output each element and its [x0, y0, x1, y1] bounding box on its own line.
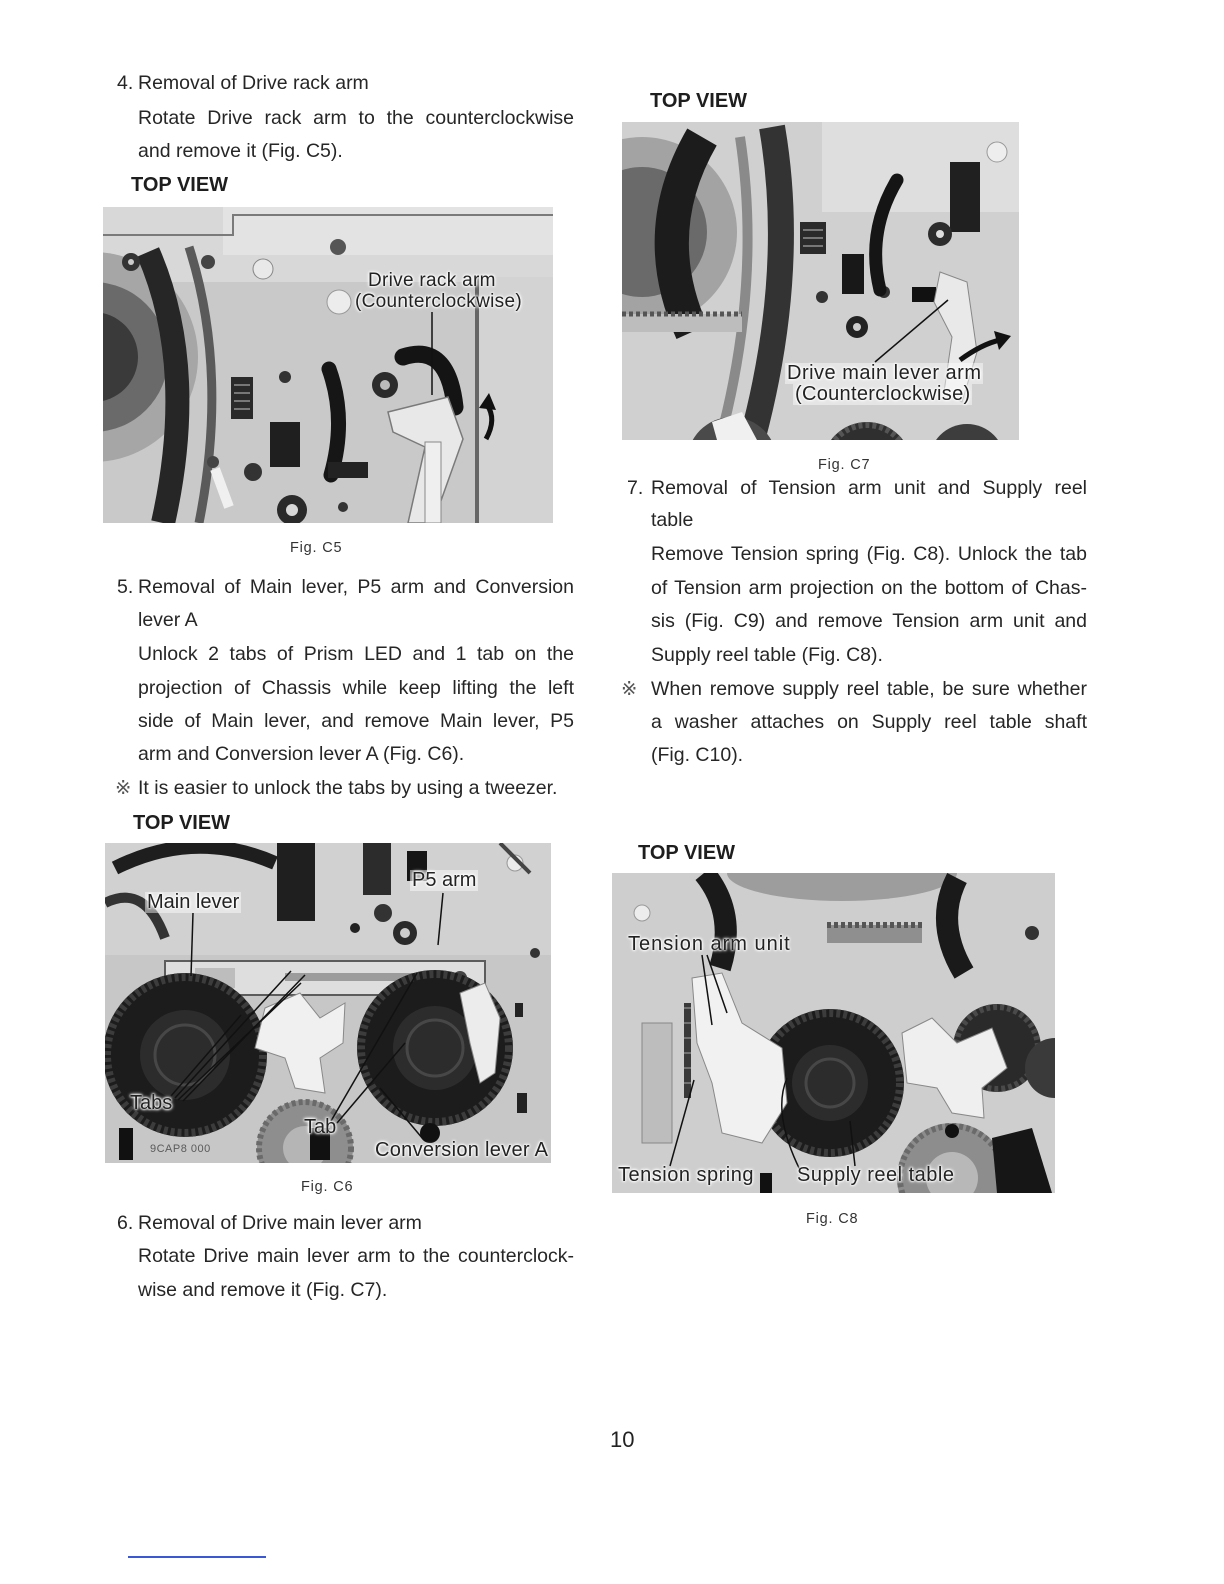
fig-c8-label-tension-arm-unit: Tension arm unit: [628, 933, 791, 955]
step-text-line: Rotate Drive rack arm to the counterclockwise: [138, 107, 574, 129]
fig-c8-label-tension-spring: Tension spring: [618, 1164, 754, 1186]
fig-c6-label-tabs: Tabs: [130, 1092, 173, 1114]
fig-c5-label-part: Drive rack arm: [368, 270, 496, 291]
view-heading: TOP VIEW: [133, 812, 231, 834]
fig-c5-label-direction: (Counterclockwise): [355, 291, 522, 312]
step-text-line: projection of Chassis while keep lifting the left: [138, 677, 574, 699]
step-text-line: wise and remove it (Fig. C7).: [138, 1279, 388, 1301]
step-text-line: Remove Tension spring (Fig. C8). Unlock the tab: [651, 543, 1087, 565]
fig-c6-label-conversion-lever: Conversion lever A: [375, 1139, 549, 1161]
photo-shapes: [103, 207, 553, 523]
step-title: Removal of Tension arm unit and Supply reel: [651, 477, 1087, 499]
photo-shapes: [612, 873, 1055, 1193]
note-text-line: a washer attaches on Supply reel table shaft: [651, 711, 1087, 733]
step-text-line: side of Main lever, and remove Main lever, P5: [138, 710, 574, 732]
fig-c8-photo: [612, 873, 1055, 1193]
note-mark: ※: [115, 777, 132, 799]
step-title: Removal of Main lever, P5 arm and Conversion: [138, 576, 574, 598]
fig-c6-label-main-lever: Main lever: [147, 891, 240, 913]
page-number: 10: [610, 1427, 635, 1452]
figure-caption: Fig. C6: [301, 1179, 354, 1195]
view-heading: TOP VIEW: [638, 842, 736, 864]
step-text-line: and remove it (Fig. C5).: [138, 140, 343, 162]
note-mark: ※: [621, 678, 638, 700]
step-text-line: arm and Conversion lever A (Fig. C6).: [138, 743, 465, 765]
step-title: Removal of Drive rack arm: [138, 72, 369, 94]
step-title: Removal of Drive main lever arm: [138, 1212, 422, 1234]
step-number: 7.: [627, 477, 644, 499]
note-text-line: (Fig. C10).: [651, 744, 744, 766]
footer-rule: [128, 1556, 266, 1558]
fig-c7-label-direction: (Counterclockwise): [795, 383, 971, 405]
view-heading: TOP VIEW: [131, 174, 229, 196]
fig-c6-label-tab: Tab: [304, 1116, 337, 1138]
fig-c5-photo-image: [103, 207, 553, 523]
fig-c7-label-part: Drive main lever arm: [787, 362, 982, 384]
view-heading: TOP VIEW: [650, 90, 748, 112]
step-title: lever A: [138, 609, 198, 631]
fig-c5-photo: [103, 207, 553, 523]
note-text-line: When remove supply reel table, be sure whether: [651, 678, 1087, 700]
step-text-line: of Tension arm projection on the bottom of Chas-: [651, 577, 1087, 599]
step-text-line: Rotate Drive main lever arm to the counterclock-: [138, 1245, 574, 1267]
fig-c8-photo-image: [612, 873, 1055, 1193]
step-text-line: sis (Fig. C9) and remove Tension arm unit and: [651, 610, 1087, 632]
note-text: It is easier to unlock the tabs by using a tweezer.: [138, 777, 558, 799]
chassis-marking: 9CAP8 000: [150, 1143, 211, 1155]
step-title: table: [651, 509, 694, 531]
step-number: 6.: [117, 1212, 134, 1234]
fig-c6-label-p5-arm: P5 arm: [412, 869, 477, 891]
step-number: 4.: [117, 72, 134, 94]
figure-caption: Fig. C8: [806, 1211, 859, 1227]
step-number: 5.: [117, 576, 134, 598]
step-text-line: Unlock 2 tabs of Prism LED and 1 tab on the: [138, 643, 574, 665]
fig-c8-label-supply-reel-table: Supply reel table: [797, 1164, 955, 1186]
figure-caption: Fig. C7: [818, 457, 871, 473]
figure-caption: Fig. C5: [290, 540, 343, 556]
step-text-line: Supply reel table (Fig. C8).: [651, 644, 883, 666]
